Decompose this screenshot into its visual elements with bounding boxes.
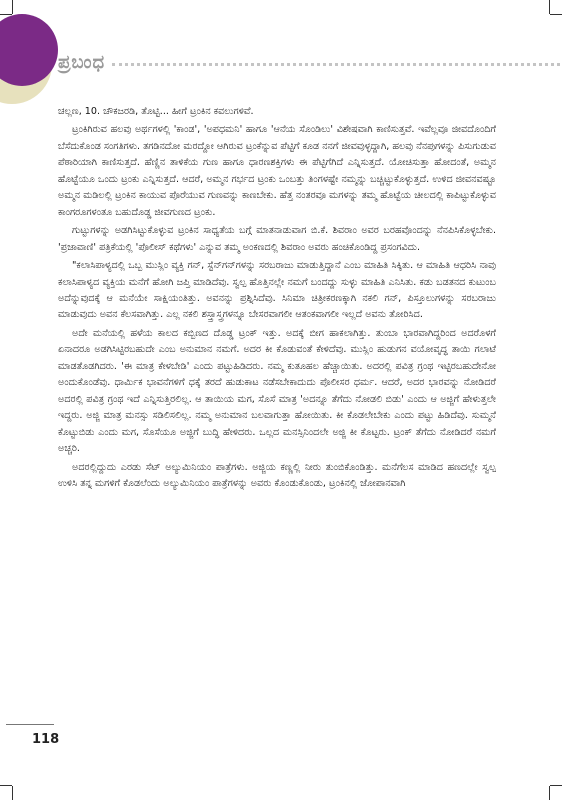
- paragraph: ಟ್ರಂಕಿಗಿರುವ ಹಲವು ಅರ್ಥಗಳಲ್ಲಿ 'ಕಾಂಡ', 'ಅಪಧಮನಿ' ಹಾಗೂ 'ಆನೆಯ ಸೊಂಡಿಲು' ವಿಶೇಷವಾಗಿ ಕಾಣಿಸುತ್ತವೆ. ಇವೆಲ್ಲವೂ ಜೀವದೊಂದಿಗೆ ಬೆಸೆದುಕೊಂಡ ಸಂಗತಿಗಳು. ತಗಡಿನದೋ ಮರದ್ದೋ ಆಗಿರುವ ಟ್ರಂಕೆನ್ನುವ ಪೆಟ್ಟಿಗೆ ಕೂಡ ನನಗೆ ಜೀವವುಳ್ಳದ್ದಾಗಿ, ಹಲವು ನೆನಪುಗಳನ್ನು ಪಿಸುಗುಡುವ ಪೆಠಾರಿಯಾಗಿ ಕಾಣಿಸುತ್ತದೆ. ಹೆಣ್ಣಿನ ತಾಳಿಕೆಯ ಗುಣ ಹಾಗೂ ಧಾರಣಶಕ್ತಿಗಳು ಈ ಪೆಟ್ಟಿಗೆಗಿದೆ ಎನ್ನಿಸುತ್ತದೆ. ಯೋಚಿಸುತ್ತಾ ಹೋದಂತೆ, ಅಮ್ಮನ ಹೊಟ್ಟೆಯೂ ಒಂದು ಟ್ರಂಕು ಎನ್ನಿಸುತ್ತದೆ. ಆದರೆ, ಅಮ್ಮನ ಗರ್ಭದ ಟ್ರಂಕು ಒಂಬತ್ತು ತಿಂಗಳಷ್ಟೇ ನಮ್ಮನ್ನು ಬಚ್ಚಿಟ್ಟುಕೊಳ್ಳುತ್ತದೆ. ಉಳಿದ ಜೀವನವಷ್ಟೂ ಅಮ್ಮನ ಮಡಿಲಲ್ಲಿ ಟ್ರಂಕಿನ ಕಾಯುವ ಪೊರೆಯುವ ಗುಣವನ್ನು ಕಾಣಬೇಕು. ಹೆತ್ತ ನಂತರವೂ ಮಗಳನ್ನು ತಮ್ಮ ಹೊಟ್ಟೆಯ ಚೀಲದಲ್ಲಿ ಕಾಪಿಟ್ಟುಕೊಳ್ಳುವ ಕಾಂಗರೂಗಳಂತೂ ಬಹುದೊಡ್ಡ ಜೀವಗುಣದ ಟ್ರಂಕು.: [58, 124, 496, 218]
- paragraph: ಗುಟ್ಟುಗಳನ್ನು ಅಡಗಿಸಿಟ್ಟುಕೊಳ್ಳುವ ಟ್ರಂಕಿನ ಸಾಧ್ಯತೆಯ ಬಗ್ಗೆ ಮಾತನಾಡುವಾಗ ಬಿ.ಕೆ. ಶಿವರಾಂ ಅವರ ಬರಹವೊಂದನ್ನು ನೆನಪಿಸಿಕೊಳ್ಳಬೇಕು. 'ಪ್ರಜಾವಾಣಿ' ಪತ್ರಿಕೆಯಲ್ಲಿ 'ಪೊಲೀಸ್ ಕಥೆಗಳು' ಎನ್ನುವ ತಮ್ಮ ಅಂಕಣದಲ್ಲಿ ಶಿವರಾಂ ಅವರು ಹಂಚಿಕೊಂಡಿದ್ದ ಪ್ರಸಂಗವಿದು.: [58, 225, 496, 253]
- crop-mark-top-left-vertical: [12, 0, 13, 14]
- paragraph: ಚಲ್ಲಣ, 10. ಚೌಕಜರಡಿ, ತೊಟ್ಟಿ... ಹೀಗೆ ಟ್ರಂಕಿನ ಕವಲುಗಳಿವೆ.: [58, 106, 254, 117]
- crop-mark-bottom-left-horizontal: [0, 785, 12, 786]
- article-body: [58, 104, 496, 494]
- crop-mark-top-right-horizontal: [550, 14, 562, 15]
- section-title: ಪ್ರಬಂಧ: [58, 52, 106, 73]
- page-number-rule: [6, 724, 54, 725]
- paragraph: ಅದರಲ್ಲಿದ್ದುದು ಎರಡು ಸೆಟ್ ಅಲ್ಯುಮಿನಿಯಂ ಪಾತ್ರೆಗಳು. ಅಜ್ಜಿಯ ಕಣ್ಣಲ್ಲಿ ನೀರು ತುಂಬಿಕೊಂಡಿತ್ತು. ಮನೆಗೆಲಸ ಮಾಡಿದ ಹಣದಲ್ಲೇ ಸ್ವಲ್ಪ ಉಳಿಸಿ ತನ್ನ ಮಗಳಿಗೆ ಕೊಡಲೆಂದು ಅಲ್ಯುಮಿನಿಯಂ ಪಾತ್ರೆಗಳನ್ನು ಅವರು ಕೊಂಡುಕೊಂಡು, ಟ್ರಂಕಿನಲ್ಲಿ ಜೋಪಾನವಾಗಿ: [58, 461, 496, 489]
- page-number: 118: [32, 732, 60, 747]
- crop-mark-top-right-vertical: [549, 0, 550, 14]
- paragraph: "ಕಲಾಸಿಪಾಳ್ಯದಲ್ಲಿ ಒಬ್ಬ ಮುಸ್ಲಿಂ ವ್ಯಕ್ತಿ ಗನ್, ಸ್ಟೆನ್‌ಗನ್‌ಗಳನ್ನು ಸರಬರಾಜು ಮಾಡುತ್ತಿದ್ದಾನೆ ಎಂಬ ಮಾಹಿತಿ ಸಿಕ್ಕಿತು. ಆ ಮಾಹಿತಿ ಆಧರಿಸಿ ನಾವು ಕಲಾಸಿಪಾಳ್ಯದ ವ್ಯಕ್ತಿಯ ಮನೆಗೆ ಹೋಗಿ ಜಪ್ತಿ ಮಾಡಿದೆವು. ಸ್ವಲ್ಪ ಹೊತ್ತಿನಲ್ಲೇ ನಮಗೆ ಬಂದದ್ದು ಸುಳ್ಳು ಮಾಹಿತಿ ಎನಿಸಿತು. ಕಡು ಬಡತನದ ಕುಟುಂಬ ಅದೆನ್ನುವುದಕ್ಕೆ ಆ ಮನೆಯೇ ಸಾಕ್ಷಿಯಂತಿತ್ತು. ಅವನನ್ನು ಪ್ರಶ್ನಿಸಿದೆವು. ಸಿನಿಮಾ ಚಿತ್ರೀಕರಣಕ್ಕಾಗಿ ನಕಲಿ ಗನ್, ಪಿಸ್ತೂಲುಗಳನ್ನು ಸರಬರಾಜು ಮಾಡುವುದು ಅವನ ಕೆಲಸವಾಗಿತ್ತು. ಎಲ್ಲ ನಕಲಿ ಶಸ್ತ್ರಾಸ್ತ್ರಗಳನ್ನೂ ಬೇಸರವಾಗಲೀ ಆತಂಕವಾಗಲೀ ಇಲ್ಲದೆ ಅವನು ತೋರಿಸಿದ.: [58, 260, 496, 321]
- crop-mark-bottom-left-vertical: [12, 786, 13, 800]
- crop-mark-bottom-right-horizontal: [550, 785, 562, 786]
- dotted-header-rule: [112, 63, 560, 66]
- crop-mark-bottom-right-vertical: [549, 786, 550, 800]
- paragraph: ಅದೇ ಮನೆಯಲ್ಲಿ ಹಳೆಯ ಕಾಲದ ಕಬ್ಬಿಣದ ದೊಡ್ಡ ಟ್ರಂಕ್ ಇತ್ತು. ಅದಕ್ಕೆ ಬೀಗ ಹಾಕಲಾಗಿತ್ತು. ತುಂಬಾ ಭಾರವಾಗಿದ್ದರಿಂದ ಅದರೊಳಗೆ ಏನಾದರೂ ಅಡಗಿಸಿಟ್ಟಿರಬಹುದೇ ಎಂಬ ಅನುಮಾನ ನಮಗೆ. ಅದರ ಕೀ ಕೊಡುವಂತೆ ಕೇಳಿದೆವು. ಮುಸ್ಲಿಂ ಹುಡುಗನ ವಯೋವೃದ್ಧ ತಾಯಿ ಗಲಾಟೆ ಮಾಡತೊಡಗಿದರು. 'ಈ ಮಾತ್ರ ಕೇಳಬೇಡಿ' ಎಂದು ಪಟ್ಟುಹಿಡಿದರು. ನಮ್ಮ ಕುತೂಹಲ ಹೆಚ್ಚಾಯಿತು. ಅದರಲ್ಲಿ ಪವಿತ್ರ ಗ್ರಂಥ ಇಟ್ಟಿರಬಹುದೇನೋ ಅಂದುಕೊಂಡೆವು. ಧಾರ್ಮಿಕ ಭಾವನೆಗಳಿಗೆ ಧಕ್ಕೆ ತರದೆ ಹುಡುಕಾಟ ನಡೆಸಬೇಕಾದುದು ಪೊಲೀಸರ ಧರ್ಮ. ಆದರೆ, ಅದರ ಭಾರವನ್ನು ನೋಡಿದರೆ ಅದರಲ್ಲಿ ಪವಿತ್ರ ಗ್ರಂಥ ಇದೆ ಎನ್ನಿಸುತ್ತಿರಲಿಲ್ಲ. ಆ ತಾಯಿಯ ಮಗ, ಸೊಸೆ ಮಾತ್ರ 'ಅದನ್ನೂ ತೆಗೆದು ನೋಡಲಿ ಬಿಡು' ಎಂದು ಆ ಅಜ್ಜಿಗೆ ಹೇಳುತ್ತಲೇ ಇದ್ದರು. ಅಜ್ಜಿ ಮಾತ್ರ ಮನಸ್ಸು ಸಡಿಲಿಸಲಿಲ್ಲ. ನಮ್ಮ ಅನುಮಾನ ಬಲವಾಗುತ್ತಾ ಹೋಯಿತು. ಕೀ ಕೊಡಲೇಬೇಕು ಎಂದು ಪಟ್ಟು ಹಿಡಿದೆವು. ಸುಮ್ಮನೆ ಕೊಟ್ಟುಬಿಡು ಎಂದು ಮಗ, ಸೊಸೆಯೂ ಅಜ್ಜಿಗೆ ಬುದ್ಧಿ ಹೇಳಿದರು. ಒಲ್ಲದ ಮನಸ್ಸಿನಿಂದಲೇ ಅಜ್ಜಿ ಕೀ ಕೊಟ್ಟರು. ಟ್ರಂಕ್ ತೆಗೆದು ನೋಡಿದರೆ ನಮಗೆ ಅಚ್ಚರಿ.: [58, 327, 496, 455]
